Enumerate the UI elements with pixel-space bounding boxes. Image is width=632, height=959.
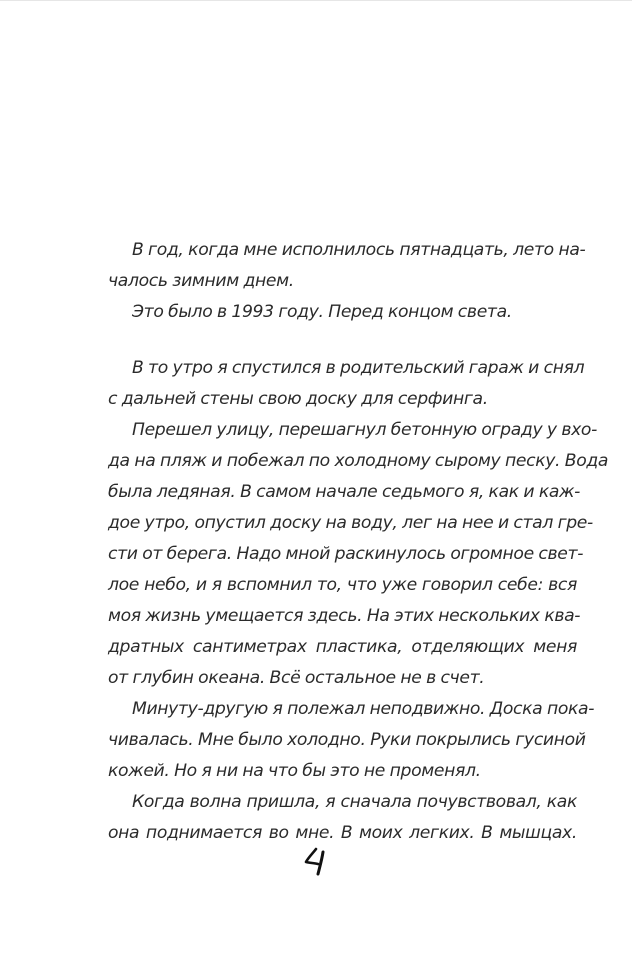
text-line: В год, когда мне исполнилось пятнадцать, лето на- (132, 240, 586, 260)
text-line: Минуту-другую я полежал неподвижно. Доска пока- (132, 699, 595, 719)
handwritten-page-number-icon (296, 841, 336, 881)
text-block-main (108, 353, 609, 849)
text-line: от глубин океана. Всё остальное не в счет. (108, 668, 485, 688)
text-line: чивалась. Мне было холодно. Руки покрылись гусиной (108, 730, 586, 750)
text-line: чалось зимним днем. (108, 271, 294, 291)
text-line: моя жизнь умещается здесь. На этих нескольких ква- (108, 606, 581, 626)
text-line: дое утро, опустил доску на воду, лег на нее и стал гре- (108, 513, 593, 533)
text-line: она поднимается во мне. В моих легких. В мышцах. (108, 823, 577, 843)
text-line: Когда волна пришла, я сначала почувствовал, как (132, 792, 577, 812)
text-line: Это было в 1993 году. Перед концом света. (132, 302, 512, 322)
text-line: лое небо, и я вспомнил то, что уже говорил себе: вся (108, 575, 577, 595)
page-number (296, 841, 336, 881)
text-line: дратных сантиметрах пластика, отделяющих меня (108, 637, 577, 657)
text-line: с дальней стены свою доску для серфинга. (108, 389, 488, 409)
text-line: кожей. Но я ни на что бы это не променял. (108, 761, 481, 781)
text-line: была ледяная. В самом начале седьмого я, как и каж- (108, 482, 581, 502)
text-line: В то утро я спустился в родительский гараж и снял (132, 358, 585, 378)
text-line: сти от берега. Надо мной раскинулось огромное свет- (108, 544, 584, 564)
text-line: да на пляж и побежал по холодному сырому песку. Вода (108, 451, 609, 471)
text-block-opening (108, 235, 586, 328)
text-line: Перешел улицу, перешагнул бетонную ограду у вхо- (132, 420, 597, 440)
